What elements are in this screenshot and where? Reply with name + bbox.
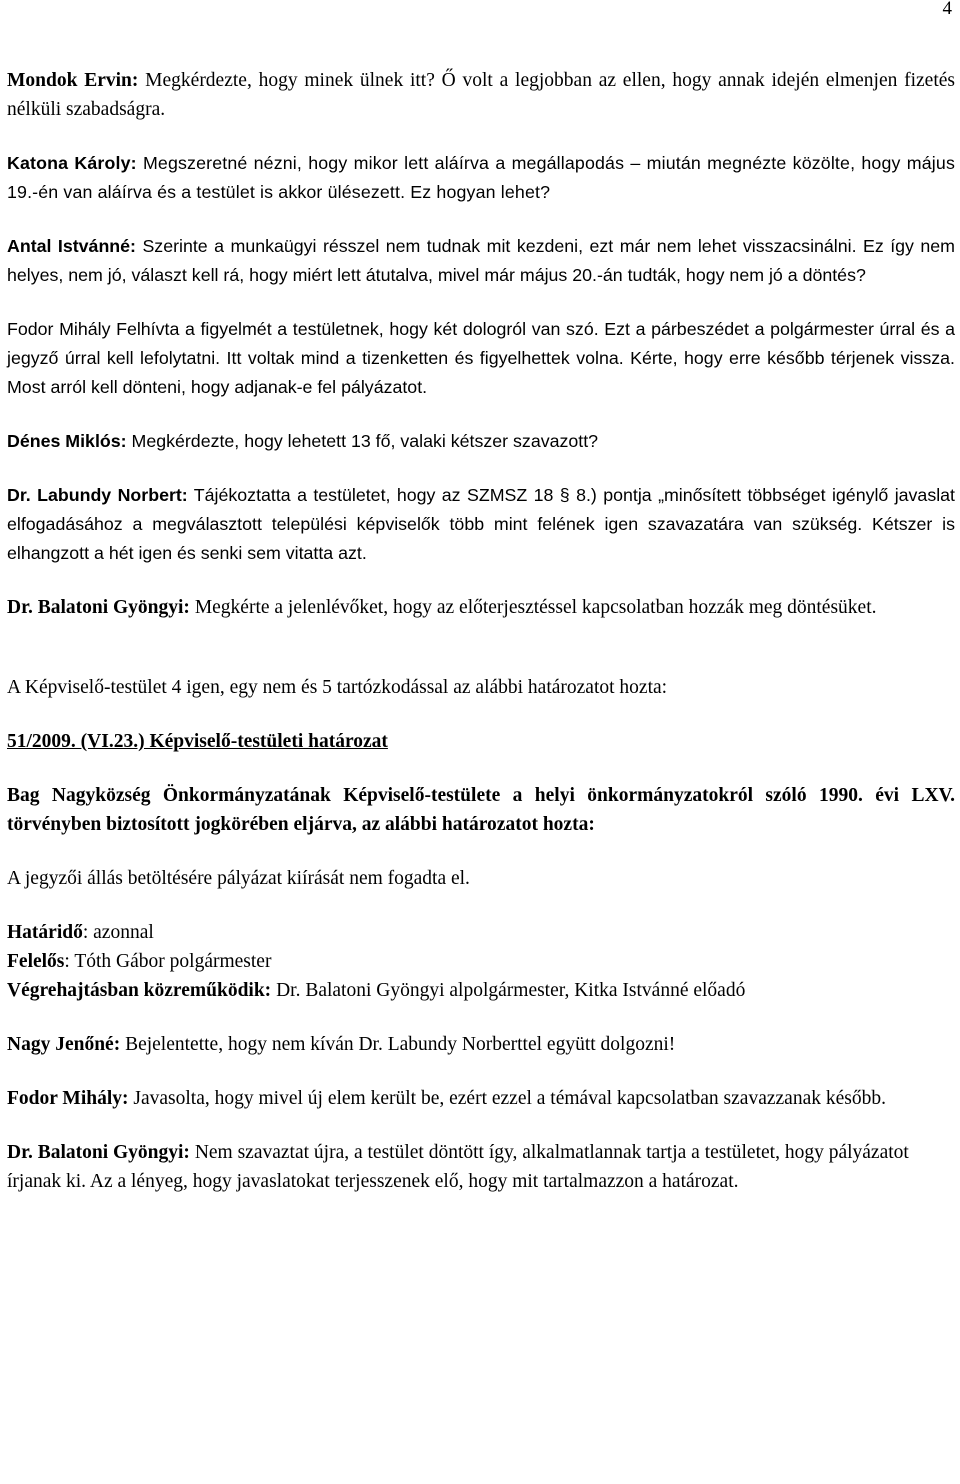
paragraph-text: Nem szavaztat újra, a testület döntött így, alkalmatlannak tartja a testületet, hogy pályázatot írjanak ki. Az a lényeg, hogy javaslatokat terjesszenek elő, hogy mit tartalmazzon a határozat. <box>7 1142 909 1192</box>
paragraph-labundy-norbert <box>7 481 955 568</box>
paragraph-balatoni-gyongyi <box>7 593 955 622</box>
speaker-name: Dénes Miklós: <box>7 431 127 451</box>
responsible-label: Felelős <box>7 951 65 972</box>
deadline-value: : azonnal <box>82 922 154 943</box>
paragraph-balatoni-gyongyi-2 <box>7 1138 955 1196</box>
paragraph-text: Megkérdezte, hogy minek ülnek itt? Ő volt a legjobban az ellen, hogy annak idején elmenjen fizetés nélküli szabadságra. <box>7 70 955 120</box>
speaker-name: Dr. Balatoni Gyöngyi: <box>7 1142 190 1163</box>
resolution-title: 51/2009. (VI.23.) Képviselő-testületi határozat <box>7 731 388 752</box>
paragraph-text: Megkérte a jelenlévőket, hogy az előterjesztéssel kapcsolatban hozzák meg döntésüket. <box>189 597 877 618</box>
speaker-name: Katona Károly: <box>7 153 137 173</box>
responsible-value: : Tóth Gábor polgármester <box>64 951 272 972</box>
paragraph-text: Szerinte a munkaügyi résszel nem tudnak mit kezdeni, ezt már nem lehet visszacsinálni. Ez így nem helyes, nem jó, választ kell rá, hogy miért lett átutalva, mivel már május 20.-án tudták, hogy nem jó a döntés? <box>7 236 955 285</box>
paragraph-text: Javasolta, hogy mivel új elem került be, ezért ezzel a témával kapcsolatban szavazzanak később. <box>128 1088 886 1109</box>
speaker-name: Nagy Jenőné: <box>7 1034 121 1055</box>
resolution-responsible <box>7 947 955 976</box>
speaker-name: Dr. Balatoni Gyöngyi: <box>7 597 190 618</box>
deadline-label: Határidő <box>7 922 83 943</box>
paragraph-antal-istvanne <box>7 232 955 290</box>
vote-statement: A Képviselő-testület 4 igen, egy nem és 5 tartózkodással az alábbi határozatot hozta: <box>7 677 668 698</box>
paragraph-text: Bejelentette, hogy nem kíván Dr. Labundy Norberttel együtt dolgozni! <box>120 1034 676 1055</box>
paragraph-mondok-ervin <box>7 66 955 124</box>
page-number: 4 <box>942 0 952 19</box>
paragraph-nagy-jenone <box>7 1030 955 1059</box>
paragraph-fodor-mihaly-2 <box>7 1084 955 1113</box>
resolution-decision: A jegyzői állás betöltésére pályázat kiírását nem fogadta el. <box>7 868 470 889</box>
executors-label: Végrehajtásban közreműködik: <box>7 980 272 1001</box>
paragraph-text: Felhívta a figyelmét a testületnek, hogy két dologról van szó. Ezt a párbeszédet a polgármester úrral és a jegyző úrral kell lefolytatni. Itt voltak mind a tizenketten és figyelhettek volna. Kérte, hogy erre később térjenek vissza. Most arról kell dönteni, hogy adjanak-e fel pályázatot. <box>7 319 955 397</box>
executors-value: Dr. Balatoni Gyöngyi alpolgármester, Kitka Istvánné előadó <box>271 980 746 1001</box>
paragraph-fodor-mihaly <box>7 315 955 402</box>
paragraph-denes-miklos <box>7 427 955 456</box>
speaker-name: Dr. Labundy Norbert: <box>7 485 188 505</box>
resolution-executors <box>7 976 955 1005</box>
resolution-preamble: Bag Nagyközség Önkormányzatának Képviselő-testülete a helyi önkormányzatokról szóló 1990. évi LXV. törvényben biztosított jogkörében eljárva, az alábbi határozatot hozta: <box>7 785 955 835</box>
resolution-deadline <box>7 918 955 947</box>
paragraph-text: Tájékoztatta a testületet, hogy az SZMSZ 18 § 8.) pontja „minősített többséget igénylő javaslat elfogadásához a megválasztott települési képviselők több mint felének igen szavazatára van szükség. Kétszer is elhangzott a hét igen és senki sem vitatta azt. <box>7 485 955 563</box>
paragraph-katona-karoly <box>7 149 955 207</box>
speaker-name: Fodor Mihály <box>7 319 111 339</box>
paragraph-text: Megszeretné nézni, hogy mikor lett aláírva a megállapodás – miután megnézte közölte, hogy május 19.-én van aláírva és a testület is akkor ülésezett. Ez hogyan lehet? <box>7 153 955 202</box>
speaker-name: Antal Istvánné: <box>7 236 136 256</box>
speaker-name: Fodor Mihály: <box>7 1088 129 1109</box>
paragraph-text: Megkérdezte, hogy lehetett 13 fő, valaki kétszer szavazott? <box>126 431 599 451</box>
speaker-name: Mondok Ervin: <box>7 70 139 91</box>
document-body <box>7 66 955 1196</box>
